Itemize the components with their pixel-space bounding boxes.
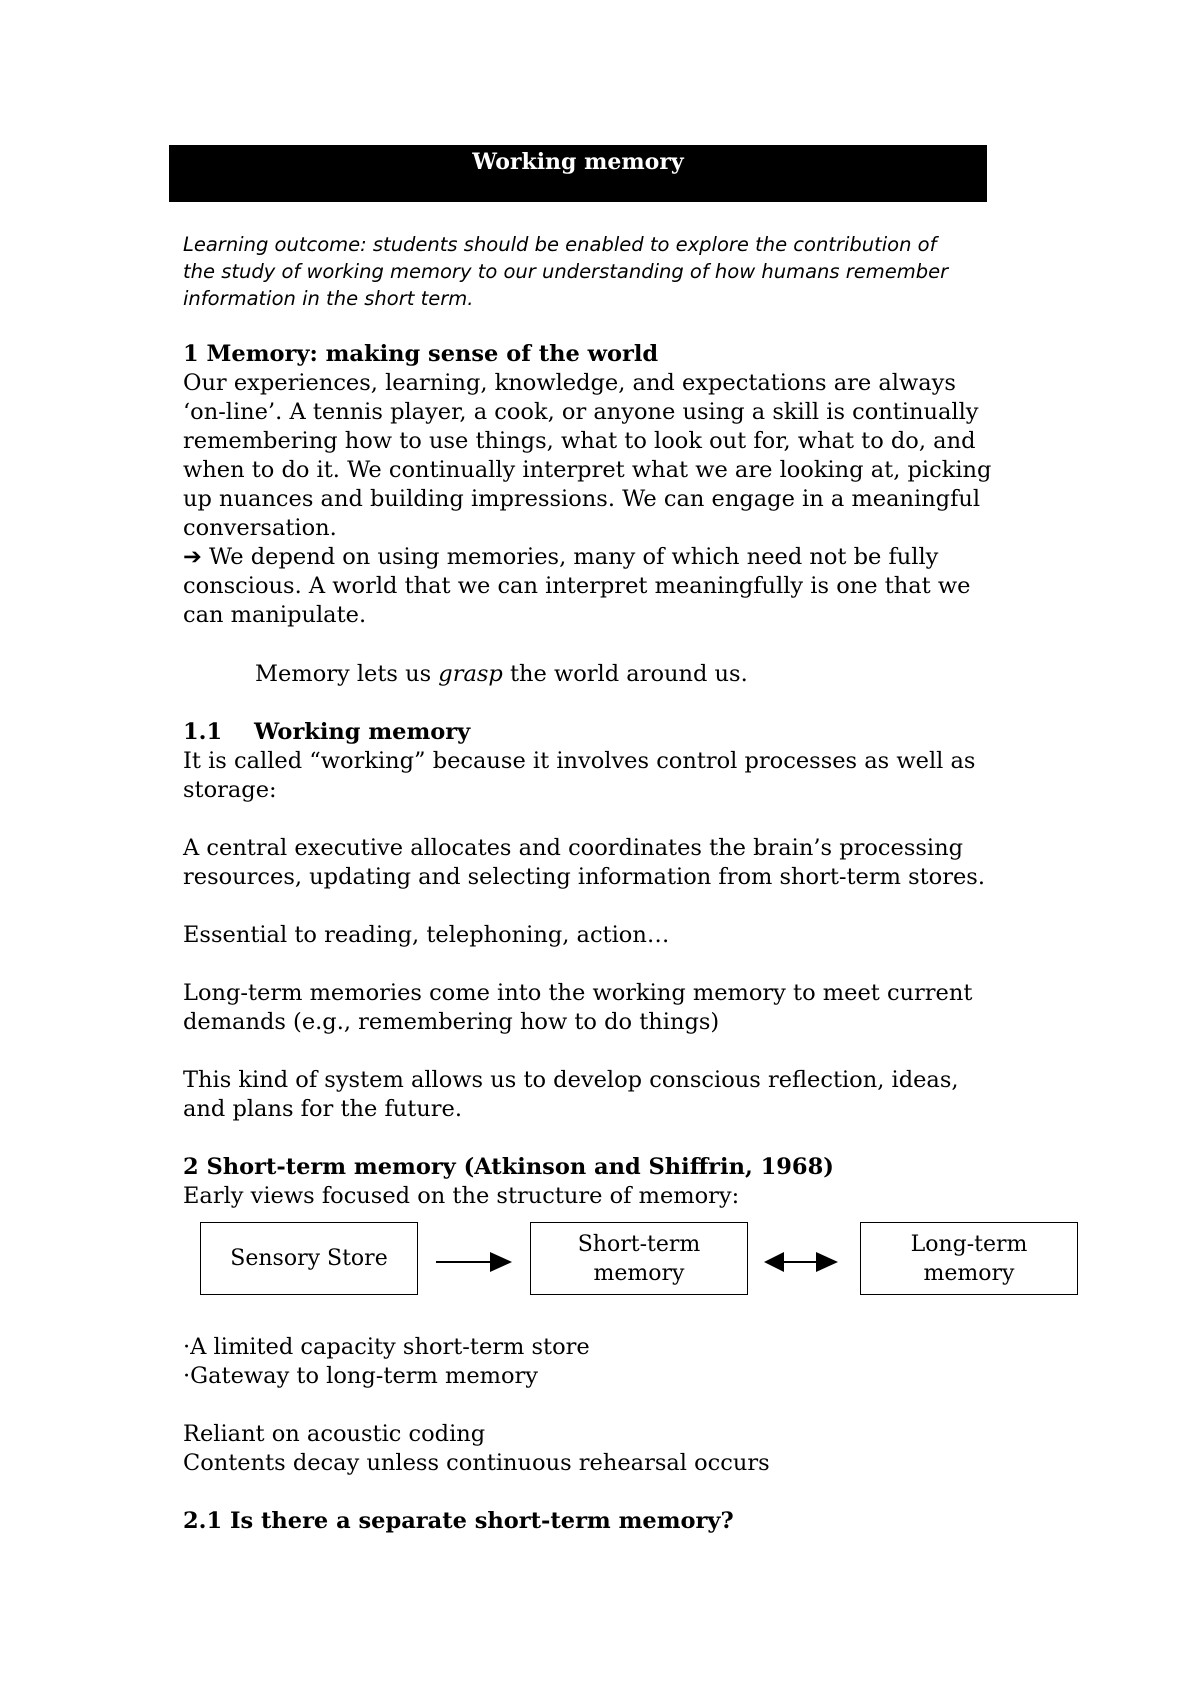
paragraph-line: Reliant on acoustic coding bbox=[183, 1421, 486, 1447]
paragraph-line: can manipulate. bbox=[183, 602, 367, 628]
grasp-after: the world around us. bbox=[502, 661, 748, 687]
long-term-memory-label-1: Long-term bbox=[910, 1231, 1028, 1257]
paragraph-line: Early views focused on the structure of memory: bbox=[183, 1183, 740, 1209]
section-1-heading: 1 Memory: making sense of the world bbox=[183, 341, 659, 367]
grasp-before: Memory lets us bbox=[255, 661, 439, 687]
paragraph-line: remembering how to use things, what to look out for, what to do, and bbox=[183, 428, 976, 454]
short-term-memory-label-2: memory bbox=[593, 1260, 685, 1286]
sensory-store-label: Sensory Store bbox=[230, 1246, 388, 1271]
paragraph-line: up nuances and building impressions. We can engage in a meaningful bbox=[183, 486, 981, 512]
learning-outcome-line: the study of working memory to our understanding of how humans remember bbox=[183, 260, 949, 283]
section-1-1-heading: Working memory bbox=[254, 719, 471, 745]
paragraph-line: Contents decay unless continuous rehearsal occurs bbox=[183, 1450, 770, 1476]
right-arrow-icon: ➔ bbox=[183, 544, 202, 570]
arrow-paragraph-text: We depend on using memories, many of which need not be fully bbox=[209, 544, 939, 570]
paragraph-line: resources, updating and selecting information from short-term stores. bbox=[183, 864, 985, 890]
paragraph-line: A central executive allocates and coordinates the brain’s processing bbox=[183, 835, 964, 861]
section-2-heading: 2 Short-term memory (Atkinson and Shiffrin, 1968) bbox=[183, 1154, 834, 1180]
document-title: Working memory bbox=[472, 149, 684, 175]
paragraph-line: ‘on-line’. A tennis player, a cook, or anyone using a skill is continually bbox=[183, 399, 979, 425]
double-arrow bbox=[764, 1252, 838, 1272]
section-1-1-number: 1.1 bbox=[183, 719, 223, 745]
bullet-item: ·Gateway to long-term memory bbox=[183, 1363, 539, 1389]
grasp-word: grasp bbox=[438, 661, 503, 687]
paragraph-line: storage: bbox=[183, 777, 277, 803]
section-2-1-heading: 2.1 Is there a separate short-term memory? bbox=[183, 1508, 734, 1534]
long-term-memory-label-2: memory bbox=[923, 1260, 1015, 1286]
paragraph-line: This kind of system allows us to develop conscious reflection, ideas, bbox=[183, 1067, 959, 1093]
paragraph-line: Essential to reading, telephoning, action… bbox=[183, 922, 670, 948]
paragraph-line: and plans for the future. bbox=[183, 1096, 463, 1122]
bullet-item: ·A limited capacity short-term store bbox=[183, 1334, 590, 1360]
paragraph-line: demands (e.g., remembering how to do things) bbox=[183, 1009, 720, 1035]
paragraph-line: when to do it. We continually interpret what we are looking at, picking bbox=[183, 457, 992, 483]
paragraph-line: Our experiences, learning, knowledge, and expectations are always bbox=[183, 370, 956, 396]
learning-outcome-line: information in the short term. bbox=[183, 287, 474, 310]
learning-outcome-line: Learning outcome: students should be enabled to explore the contribution of bbox=[183, 233, 937, 256]
paragraph-line: conscious. A world that we can interpret meaningfully is one that we bbox=[183, 573, 971, 599]
paragraph-line: It is called “working” because it involves control processes as well as bbox=[183, 748, 976, 774]
paragraph-line: conversation. bbox=[183, 515, 337, 541]
paragraph-line: Long-term memories come into the working memory to meet current bbox=[183, 980, 973, 1006]
right-arrow bbox=[436, 1252, 512, 1272]
short-term-memory-label-1: Short-term bbox=[577, 1231, 701, 1257]
